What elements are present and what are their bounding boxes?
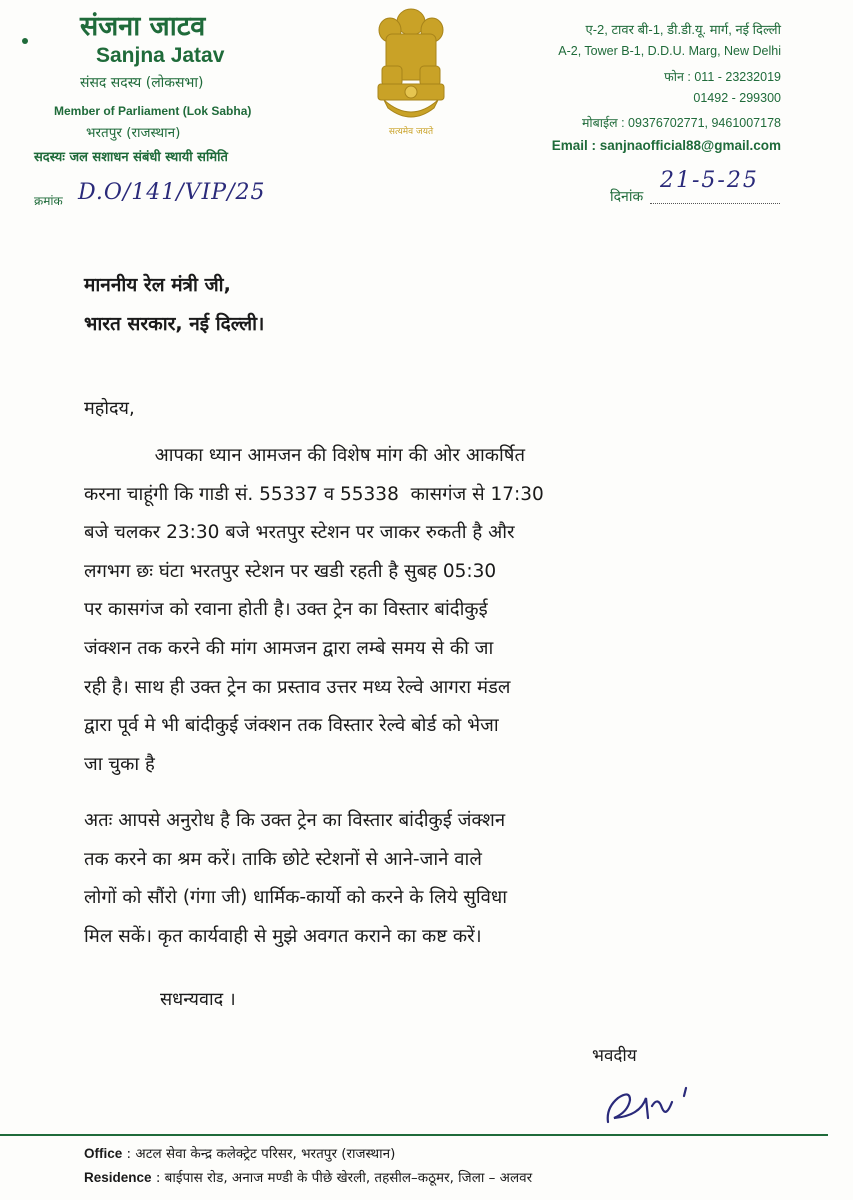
designation-english: Member of Parliament (Lok Sabha) xyxy=(54,104,252,118)
mp-name-english: Sanjna Jatav xyxy=(96,44,225,67)
office-address xyxy=(84,1144,395,1162)
office-text: : अटल सेवा केन्द्र कलेक्ट्रेट परिसर, भरतपुर (राजस्थान) xyxy=(122,1146,396,1162)
committee-membership: सदस्यः जल सशाधन संबंधी स्थायी समिति xyxy=(34,150,228,165)
email-address: Email : sanjnaofficial88@gmail.com xyxy=(551,138,781,153)
residence-address xyxy=(84,1168,532,1186)
signature-icon xyxy=(600,1078,710,1130)
constituency: भरतपुर (राजस्थान) xyxy=(86,125,181,141)
footer-divider xyxy=(0,1134,828,1136)
body-paragraph-2 xyxy=(84,802,724,956)
mp-name-hindi: संजना जाटव xyxy=(80,11,206,42)
address-english: A-2, Tower B-1, D.D.U. Marg, New Delhi xyxy=(558,44,781,58)
residence-text: : बाईपास रोड, अनाज मण्डी के पीछे खेरली, तहसील–कठूमर, जिला – अलवर xyxy=(151,1170,533,1186)
thanks-line: सधन्यवाद । xyxy=(160,989,236,1010)
date-label: दिनांक xyxy=(610,189,644,205)
addressee-line-1: माननीय रेल मंत्री जी, xyxy=(84,274,231,296)
residence-label: Residence xyxy=(84,1170,152,1185)
reference-label: क्रमांक xyxy=(34,194,63,208)
addressee-line-2: भारत सरकार, नई दिल्ली। xyxy=(84,313,265,335)
paragraph-line: द्वारा पूर्व मे भी बांदीकुई जंक्शन तक विस्तार रेल्वे बोर्ड को भेजा xyxy=(84,715,499,737)
paragraph-line: लगभग छः घंटा भरतपुर स्टेशन पर खडी रहती है सुबह 05:30 xyxy=(84,560,497,582)
phone-number: फोन : 011 - 23232019 xyxy=(664,70,781,84)
paragraph-line: करना चाहूंगी कि गाडी सं. 55337 व 55338 कासगंज से 17:30 xyxy=(84,483,544,505)
office-label: Office xyxy=(84,1146,123,1161)
salutation: महोदय, xyxy=(84,398,135,419)
designation-hindi: संसद सदस्य (लोकसभा) xyxy=(80,75,204,91)
reference-number: D.O/141/VIP/25 xyxy=(78,180,266,205)
ashoka-emblem-icon xyxy=(356,4,466,140)
paragraph-line: लोगों को सौंरो (गंगा जी) धार्मिक-कार्यो को करने के लिये सुविधा xyxy=(84,887,508,909)
paragraph-line: जंक्शन तक करने की मांग आमजन द्वारा लम्बे समय से की जा xyxy=(84,637,494,659)
paragraph-line: रही है। साथ ही उक्त ट्रेन का प्रस्ताव उत्तर मध्य रेल्वे आगरा मंडल xyxy=(84,676,511,698)
paragraph-line: तक करने का श्रम करें। ताकि छोटे स्टेशनों से आने-जाने वाले xyxy=(84,848,482,870)
paragraph-line: बजे चलकर 23:30 बजे भरतपुर स्टेशन पर जाकर रुकती है और xyxy=(84,522,515,544)
closing-yours: भवदीय xyxy=(592,1046,637,1066)
paragraph-line: मिल सकें। कृत कार्यवाही से मुझे अवगत कराने का कष्ट करें। xyxy=(84,925,482,947)
paragraph-line: जा चुका है xyxy=(84,753,155,775)
margin-dot xyxy=(22,38,28,44)
date-dotted-line xyxy=(650,203,780,204)
phone-number-2: 01492 - 299300 xyxy=(693,91,781,105)
emblem-motto: सत्यमेव जयते xyxy=(388,127,434,137)
paragraph-line: पर कासगंज को रवाना होती है। उक्त ट्रेन का विस्तार बांदीकुई xyxy=(84,599,488,621)
mobile-numbers: मोबाईल : 09376702771, 9461007178 xyxy=(581,116,781,130)
date-value: 21-5-25 xyxy=(660,168,759,193)
paragraph-line: अतः आपसे अनुरोध है कि उक्त ट्रेन का विस्तार बांदीकुई जंक्शन xyxy=(84,810,506,831)
address-hindi: ए-2, टावर बी-1, डी.डी.यू. मार्ग, नई दिल्ली xyxy=(585,22,781,37)
paragraph-line: आपका ध्यान आमजन की विशेष मांग की ओर आकर्षित xyxy=(84,445,525,466)
body-paragraph-1 xyxy=(84,437,724,784)
